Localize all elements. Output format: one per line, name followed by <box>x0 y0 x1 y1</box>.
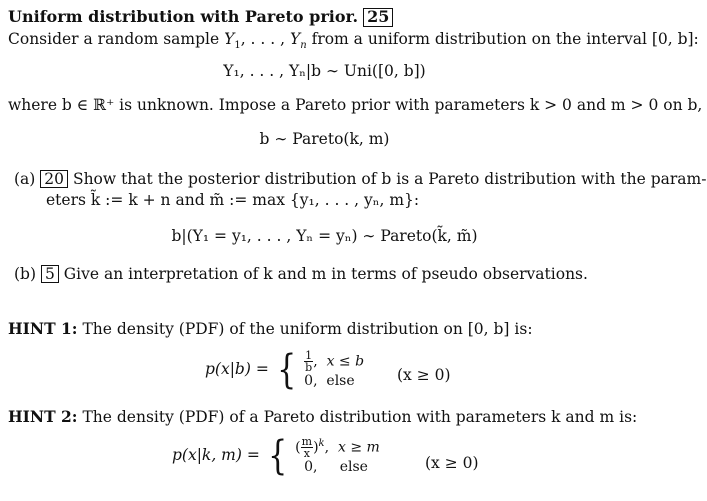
equation-likelihood <box>0 63 649 80</box>
intro-text-after: from a uniform distribution on the interval [0, b]: <box>306 30 699 48</box>
hint1-fraction: $\frac{1}{b}$ <box>305 349 313 375</box>
hint1-line <box>8 320 533 338</box>
title-points-box: 25 <box>363 8 393 27</box>
hint2-fraction: $\frac{m}{x}$ <box>301 435 313 461</box>
title-text: Uniform distribution with Pareto prior. <box>8 7 359 26</box>
hint1-lhs: p(x|b) = <box>205 360 269 378</box>
hint1-formula <box>205 347 365 393</box>
hint2-lhs: p(x|k, m) = <box>172 446 260 464</box>
hint2-label: HINT 2: <box>8 407 78 426</box>
hint2-line <box>8 408 637 426</box>
part-b-line <box>14 265 588 283</box>
equation-posterior <box>0 228 649 245</box>
hint2-domain: (x ≥ 0) <box>425 454 479 472</box>
hint2-brace: { <box>267 433 288 479</box>
hint1-cases <box>304 350 364 390</box>
hint1-case2: 0, else <box>304 373 355 390</box>
hint1-text: The density (PDF) of the uniform distribution on [0, b] is: <box>82 320 533 338</box>
part-a-line1 <box>14 170 707 188</box>
hint2-cases <box>295 436 380 476</box>
problem-title <box>8 8 393 27</box>
hint2-case2: 0, else <box>304 459 368 476</box>
hint2-text: The density (PDF) of a Pareto distribution with parameters k and m is: <box>82 408 638 426</box>
part-a-label: (a) <box>14 170 36 188</box>
equation-posterior-text: b|(Y₁ = y₁, . . . , Yₙ = yₙ) ∼ Pareto(k̃, m̃) <box>171 227 478 245</box>
hint1-brace: { <box>276 347 297 393</box>
prior-line <box>8 97 702 114</box>
intro-text: Consider a random sample <box>8 30 225 48</box>
equation-likelihood-text: Y₁, . . . , Yₙ|b ∼ Uni([0, b]) <box>223 62 426 80</box>
part-a-text2: eters k̃ := k + n and m̃ := max {y₁, . . . , yₙ, m}: <box>46 191 420 209</box>
part-b-points-box: 5 <box>41 265 59 283</box>
hint2-formula <box>172 433 380 479</box>
hint1-case1: $\frac{1}{b}$ , x ≤ b <box>305 349 365 375</box>
part-b-text: Give an interpretation of k and m in terms of pseudo observations. <box>63 265 588 283</box>
hint1-domain: (x ≥ 0) <box>397 366 451 384</box>
equation-prior-text: b ∼ Pareto(k, m) <box>259 130 390 148</box>
intro-line: Consider a random sample $Y_1$, . . . , $Y_n$ from a uniform distribution on the interval [0, b]: <box>8 30 699 52</box>
hint2-case1: ( $\frac{m}{x}$ )$^k$, x ≥ m <box>295 435 380 461</box>
part-a-points-box: 20 <box>40 170 68 188</box>
prior-text: where b ∈ ℝ⁺ is unknown. Impose a Pareto prior with parameters k > 0 and m > 0 on b, <box>8 96 703 114</box>
part-a-line2 <box>46 192 419 209</box>
part-a-text1: Show that the posterior distribution of b is a Pareto distribution with the param- <box>72 170 707 188</box>
hint1-label: HINT 1: <box>8 319 78 338</box>
part-b-label: (b) <box>14 265 37 283</box>
equation-prior <box>0 131 649 148</box>
